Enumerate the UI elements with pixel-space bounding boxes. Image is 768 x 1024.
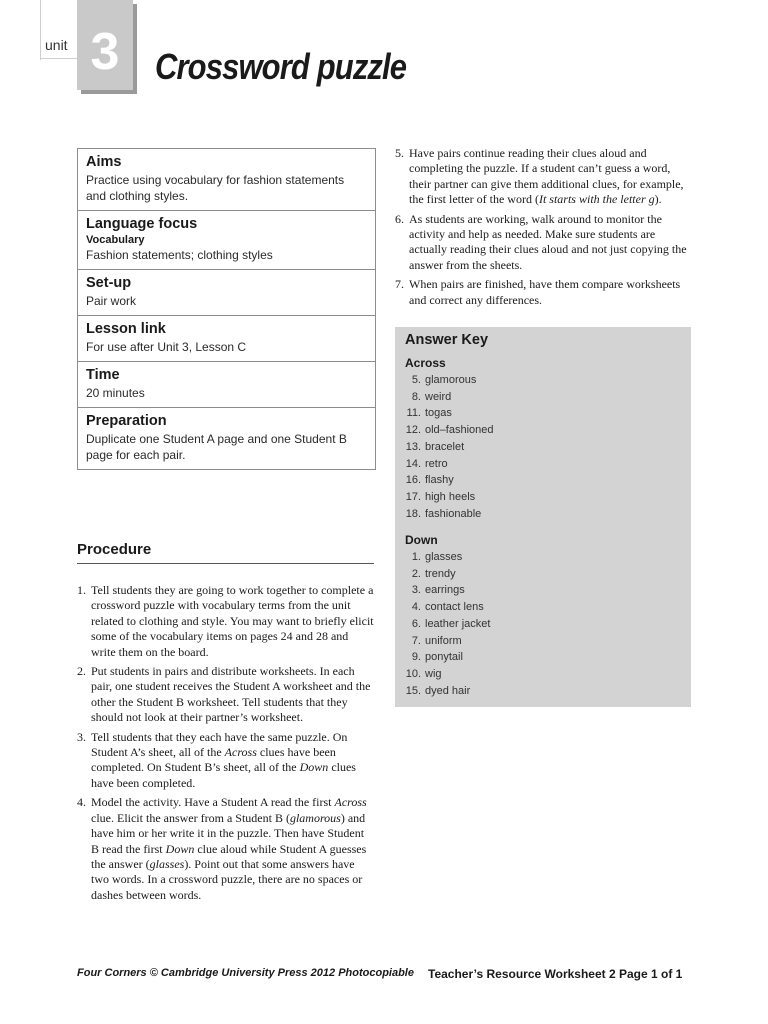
answer-number: 5. <box>411 374 421 386</box>
across-answers <box>405 372 494 522</box>
step-text: ). <box>654 192 662 207</box>
info-section <box>78 316 375 362</box>
answer-item <box>405 549 490 566</box>
answer-number: 11. <box>406 407 421 420</box>
unit-number: 3 <box>90 23 120 81</box>
step-text: It starts with the letter g <box>538 192 655 207</box>
answer-item <box>405 422 494 439</box>
info-section <box>78 408 375 469</box>
answer-word: ponytail <box>425 651 463 664</box>
step-text: clue aloud while Student A guesses the answer ( <box>91 841 367 871</box>
procedure-step <box>77 664 374 726</box>
info-section <box>78 362 375 408</box>
answer-word: flashy <box>425 474 454 487</box>
answer-item <box>405 439 494 456</box>
answer-item <box>405 633 490 650</box>
step-text: Tell students they are going to work together to complete a crossword puzzle with vocabulary terms from the unit related to clothing and style. You may want to briefly elicit some of the vocabulary items on pages 24 and 28 and write them on the board. <box>91 583 374 659</box>
down-heading: Down <box>405 533 438 547</box>
answer-number: 14. <box>405 457 421 470</box>
info-section-heading: Time <box>86 367 120 383</box>
step-text: Have pairs continue reading their clues aloud and completing the puzzle. If a student can’t guess a word, their partner can give them additional clues, for example, the first letter of the word ( <box>409 146 684 207</box>
info-section-text: Pair work <box>86 294 137 308</box>
answer-item <box>405 372 494 389</box>
step-text: glamorous <box>289 810 341 825</box>
answer-number: 12. <box>405 424 421 437</box>
answer-number: 18. <box>405 507 421 520</box>
procedure-step <box>395 277 690 308</box>
info-section-text: Fashion statements; clothing styles <box>86 248 273 262</box>
answer-item <box>405 666 490 683</box>
step-number: 4. <box>77 795 86 810</box>
answer-key-panel <box>395 327 691 707</box>
answer-number: 6. <box>411 617 421 630</box>
info-section-heading: Language focus <box>86 216 198 232</box>
step-text: Model the activity. Have a Student A read the first <box>91 795 335 810</box>
footer-page-info: Teacher’s Resource Worksheet 2 Page 1 of 1 <box>428 967 683 981</box>
page-title: Crossword puzzle <box>155 46 407 87</box>
step-number: 5. <box>395 146 404 160</box>
procedure-step <box>77 730 374 792</box>
info-section-heading: Aims <box>86 154 122 170</box>
procedure-step <box>77 795 374 903</box>
step-text: Across <box>224 745 257 760</box>
step-text: Down <box>299 760 329 775</box>
info-section-text: Practice using vocabulary for fashion statements and clothing styles. <box>86 173 345 203</box>
answer-item <box>405 472 494 489</box>
step-text: As students are working, walk around to monitor the activity and help as needed. Make sure students are actually reading their clues aloud and not just copying the answer from the sheets. <box>409 211 687 272</box>
step-text: glasses <box>149 856 185 871</box>
answer-word: dyed hair <box>425 684 471 697</box>
procedure-step <box>77 583 374 660</box>
info-section <box>78 270 375 316</box>
answer-word: high heels <box>425 490 476 503</box>
answer-item <box>405 683 490 700</box>
across-heading: Across <box>405 356 446 370</box>
procedure-step <box>395 212 690 274</box>
answer-word: earrings <box>425 584 465 597</box>
step-number: 2. <box>77 664 86 679</box>
answer-word: weird <box>425 390 452 403</box>
unit-tab-underline <box>40 58 77 59</box>
info-section <box>78 211 375 270</box>
info-section-heading: Set-up <box>86 275 132 291</box>
step-text: Down <box>165 841 195 856</box>
answer-word: wig <box>425 667 442 680</box>
answer-number: 13. <box>405 440 421 453</box>
procedure-step <box>395 146 690 208</box>
step-text: Tell students that they each have the same puzzle. On Student A’s sheet, all of the <box>91 729 348 760</box>
answer-word: bracelet <box>425 440 465 453</box>
procedure-heading: Procedure <box>77 541 374 564</box>
step-text: ) and have him or her write it in the puzzle. Then have Student B read the first <box>91 810 366 856</box>
answer-word: fashionable <box>425 507 482 520</box>
step-text: clues have been completed. On Student B’s sheet, all of the <box>91 745 336 775</box>
answer-word: retro <box>425 457 448 470</box>
step-text: clue. Elicit the answer from a Student B ( <box>91 810 290 825</box>
answer-number: 1. <box>411 551 421 563</box>
answer-word: old–fashioned <box>425 424 494 437</box>
answer-item <box>405 616 490 633</box>
info-section-subheading: Vocabulary <box>86 234 145 246</box>
procedure-list-continued <box>395 146 690 312</box>
unit-label: unit <box>45 37 68 53</box>
answer-item <box>405 649 490 666</box>
answer-number: 10. <box>405 667 421 680</box>
answer-word: togas <box>425 407 452 420</box>
step-text: clues have been completed. <box>91 760 356 790</box>
info-section-text: 20 minutes <box>86 386 145 400</box>
step-text: When pairs are finished, have them compare worksheets and correct any differences. <box>409 277 681 307</box>
answer-number: 16. <box>405 474 421 487</box>
step-number: 3. <box>77 729 86 744</box>
answer-item <box>405 599 490 616</box>
answer-number: 9. <box>411 651 421 664</box>
answer-number: 3. <box>411 584 421 597</box>
answer-number: 8. <box>411 390 421 403</box>
footer-copyright: Four Corners © Cambridge University Press 2012 Photocopiable <box>77 967 414 979</box>
step-number: 1. <box>77 583 86 597</box>
answer-word: glasses <box>425 551 463 563</box>
answer-number: 4. <box>411 601 421 614</box>
answer-item <box>405 456 494 473</box>
answer-number: 2. <box>411 567 421 580</box>
step-text: Put students in pairs and distribute worksheets. In each pair, one student receives the Student A worksheet and the other the Student B worksheet. Tell students that they should not look at their partner’s worksheet. <box>91 664 371 725</box>
info-section <box>78 149 375 211</box>
step-text: ). Point out that some answers have two words. In a crossword puzzle, there are no spaces or dashes between words. <box>91 856 363 902</box>
step-number: 6. <box>395 211 404 226</box>
answer-key-heading: Answer Key <box>405 332 489 348</box>
step-text: Across <box>334 795 367 810</box>
answer-item <box>405 506 494 523</box>
info-section-heading: Lesson link <box>86 321 166 337</box>
answer-item <box>405 582 490 599</box>
answer-item <box>405 389 494 406</box>
procedure-list <box>77 583 374 907</box>
answer-word: uniform <box>425 634 462 647</box>
answer-item <box>405 566 490 583</box>
answer-item <box>405 405 494 422</box>
answer-number: 7. <box>411 634 421 647</box>
answer-item <box>405 489 494 506</box>
unit-tab-line <box>40 0 41 60</box>
step-number: 7. <box>395 277 404 292</box>
info-box <box>77 148 376 470</box>
answer-word: leather jacket <box>425 617 491 630</box>
answer-number: 15. <box>405 684 421 697</box>
info-section-text: Duplicate one Student A page and one Student B page for each pair. <box>86 432 347 462</box>
answer-word: glamorous <box>425 374 477 386</box>
down-answers <box>405 549 490 699</box>
answer-word: trendy <box>425 567 456 580</box>
answer-word: contact lens <box>425 601 484 614</box>
answer-number: 17. <box>405 490 421 503</box>
info-section-heading: Preparation <box>86 413 167 429</box>
info-section-text: For use after Unit 3, Lesson C <box>86 340 247 354</box>
